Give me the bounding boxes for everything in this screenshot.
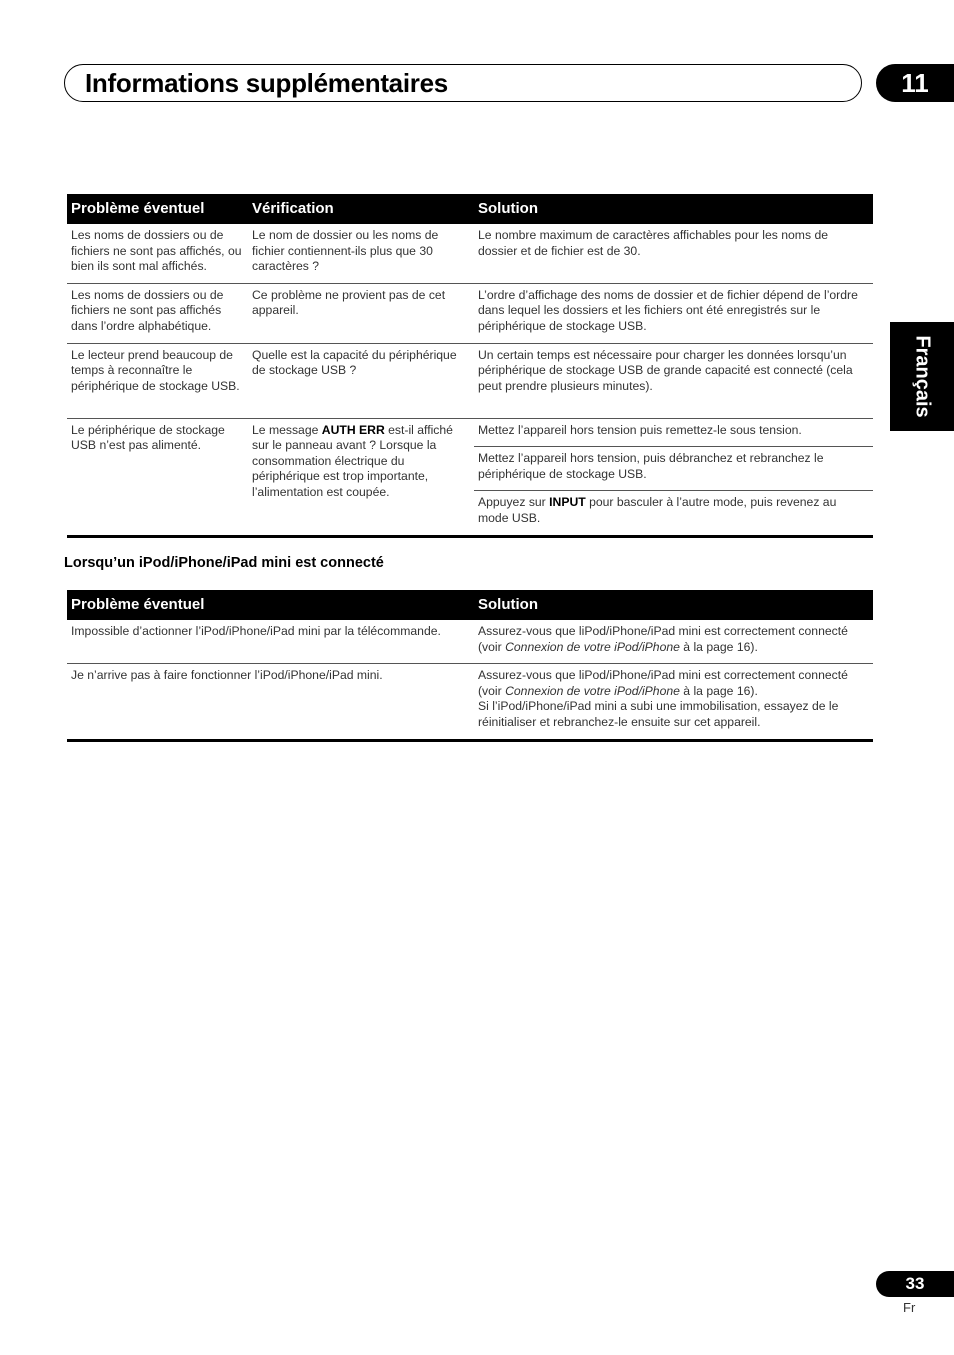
check-cell: Quelle est la capacité du périphérique de stockage USB ? bbox=[248, 343, 474, 418]
usb-troubleshooting-table bbox=[67, 194, 873, 538]
chapter-number-badge: 11 bbox=[876, 64, 954, 102]
table-row bbox=[67, 418, 873, 447]
language-side-tab bbox=[890, 322, 954, 431]
solution-text-post: à la page 16). bbox=[679, 683, 758, 698]
header-solution: Solution bbox=[474, 194, 873, 224]
problem-cell: Je n’arrive pas à faire fonctionner l’iPod/iPhone/iPad mini. bbox=[67, 664, 474, 740]
page-title: Informations supplémentaires bbox=[85, 67, 448, 98]
ipod-section-heading: Lorsqu’un iPod/iPhone/iPad mini est connecté bbox=[64, 555, 384, 571]
problem-cell: Les noms de dossiers ou de fichiers ne sont pas affichés, ou bien ils sont mal affichés. bbox=[67, 224, 248, 283]
solution-cell: Un certain temps est nécessaire pour charger les données lorsqu’un périphérique de stockage USB de grande capacité est connecté (cela peut prendre plusieurs minutes). bbox=[474, 343, 873, 418]
solution-text-pre: Appuyez sur bbox=[478, 495, 550, 510]
table-row bbox=[67, 283, 873, 343]
solution-cell: Le nombre maximum de caractères affichables pour les noms de dossier et de fichier est de 30. bbox=[474, 224, 873, 283]
header-problem: Problème éventuel bbox=[67, 590, 474, 620]
solution-cell bbox=[474, 664, 873, 740]
auth-err-message: AUTH ERR bbox=[321, 422, 385, 437]
problem-cell: Les noms de dossiers ou de fichiers ne sont pas affichés dans l’ordre alphabétique. bbox=[67, 283, 248, 343]
solution-cell: L’ordre d’affichage des noms de dossier et de fichier dépend de l’ordre dans lequel les dossiers et les fichiers ont été enregistrés sur le périphérique de stockage USB. bbox=[474, 283, 873, 343]
table-row bbox=[67, 620, 873, 664]
check-cell bbox=[248, 418, 474, 536]
table-row bbox=[67, 664, 873, 740]
check-cell: Le nom de dossier ou les noms de fichier contiennent-ils plus que 30 caractères ? bbox=[248, 224, 474, 283]
solution-text-line2: Si l’iPod/iPhone/iPad mini a subi une immobilisation, essayez de le réinitialiser et rebranchez-le ensuite sur cet appareil. bbox=[478, 699, 839, 729]
language-label: Français bbox=[911, 335, 934, 418]
table-header-row bbox=[67, 194, 873, 224]
ipod-troubleshooting-table bbox=[67, 590, 873, 742]
solution-text-post: à la page 16). bbox=[679, 639, 758, 654]
table-header-row bbox=[67, 590, 873, 620]
manual-reference: Connexion de votre iPod/iPhone bbox=[505, 639, 680, 654]
solution-cell bbox=[474, 620, 873, 664]
solution-text-pre: Assurez-vous que liPod/iPhone/iPad mini est correctement connecté (voir bbox=[478, 624, 848, 654]
check-cell: Ce problème ne provient pas de cet appareil. bbox=[248, 283, 474, 343]
input-button-name: INPUT bbox=[549, 495, 586, 510]
header-solution: Solution bbox=[474, 590, 873, 620]
check-text-pre: Le message bbox=[252, 422, 322, 437]
header-problem: Problème éventuel bbox=[67, 194, 248, 224]
page-number: 33 bbox=[876, 1271, 954, 1297]
table-row bbox=[67, 343, 873, 418]
page-language-code: Fr bbox=[903, 1300, 916, 1315]
problem-cell: Le lecteur prend beaucoup de temps à reconnaître le périphérique de stockage USB. bbox=[67, 343, 248, 418]
table-row bbox=[67, 224, 873, 283]
check-text-post: est-il affiché sur le panneau avant ? Lorsque la consommation électrique du périphérique est trop importante, l’alimentation est coupée. bbox=[252, 422, 453, 499]
solution-cell: Mettez l’appareil hors tension, puis débranchez et rebranchez le périphérique de stockage USB. bbox=[474, 447, 873, 491]
solution-cell bbox=[474, 491, 873, 536]
solution-text-pre: Assurez-vous que liPod/iPhone/iPad mini est correctement connecté (voir bbox=[478, 668, 848, 698]
manual-reference: Connexion de votre iPod/iPhone bbox=[505, 683, 680, 698]
problem-cell: Impossible d’actionner l’iPod/iPhone/iPad mini par la télécommande. bbox=[67, 620, 474, 664]
solution-cell: Mettez l’appareil hors tension puis remettez-le sous tension. bbox=[474, 418, 873, 447]
problem-cell: Le périphérique de stockage USB n’est pas alimenté. bbox=[67, 418, 248, 536]
header-check: Vérification bbox=[248, 194, 474, 224]
chapter-header bbox=[64, 64, 862, 102]
solution-text-post: pour basculer à l’autre mode, puis revenez au mode USB. bbox=[478, 495, 837, 525]
